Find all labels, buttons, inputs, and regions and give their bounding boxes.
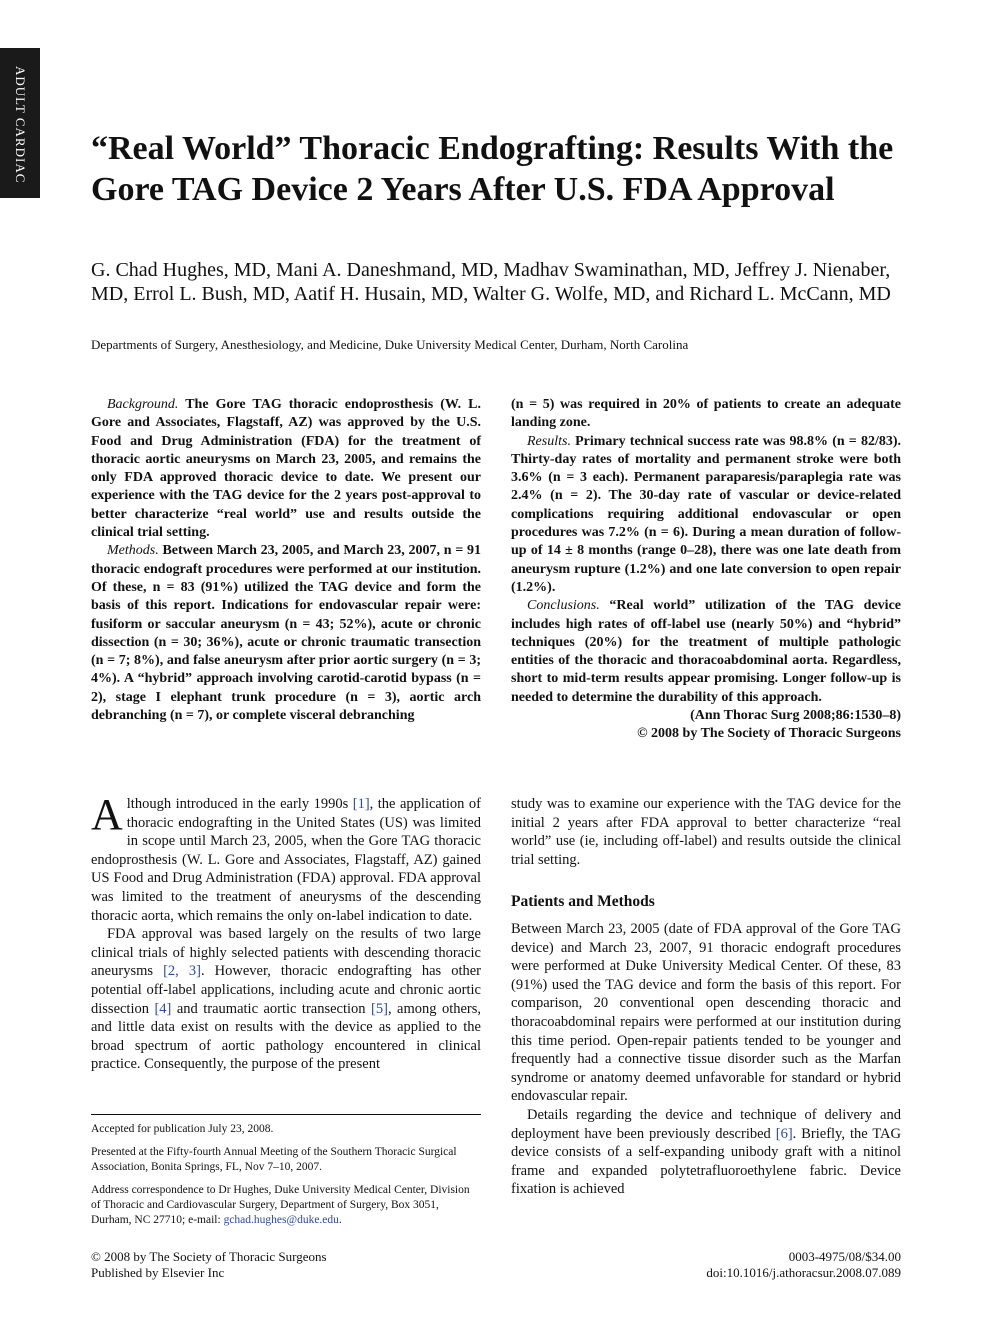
methods-paragraph-2: Details regarding the device and technique of delivery and deployment have been previously described [6]. Briefly, the TAG device consists of a self-expanding unibody graft with a nitinol frame and expanded polytetrafluoroethylene fabric. Device fixation is achieved [511, 1106, 901, 1198]
author-list: G. Chad Hughes, MD, Mani A. Daneshmand, MD, Madhav Swaminathan, MD, Jeffrey J. Nienaber, MD, Errol L. Bush, MD, Aatif H. Husain, MD, Walter G. Wolfe, MD, and Richard L. McCann, MD [91, 259, 891, 305]
reference-link-5[interactable]: [5] [371, 1000, 388, 1017]
footer-doi: doi:10.1016/j.athoracsur.2008.07.089 [706, 1265, 901, 1280]
reference-link-2-3[interactable]: [2, 3] [163, 963, 201, 980]
results-label: Results. [527, 433, 571, 449]
reference-link-4[interactable]: [4] [154, 1000, 172, 1017]
footnote-correspondence: Address correspondence to Dr Hughes, Duke University Medical Center, Division of Thoracic and Cardiovascular Surgery, Department of Surgery, Box 3051, Durham, NC 27710; e-mail: gchad.hughes@duke.edu. [91, 1184, 470, 1226]
conclusions-label: Conclusions. [527, 598, 600, 614]
body-left-column [91, 790, 482, 1074]
footer-left [91, 1249, 327, 1281]
abstract-background: Background. The Gore TAG thoracic endoprosthesis (W. L. Gore and Associates, Flagstaff, AZ) was approved by the U.S. Food and Drug Administration (FDA) for the treatment of thoracic aortic aneurysms on March 23, 2005, and remains the only FDA approved thoracic device to date. We present our experience with the TAG device for the 2 years post-approval to better characterize “real world” use and results outside the clinical trial setting. [91, 397, 481, 541]
abstract-copyright: © 2008 by The Society of Thoracic Surgeons [637, 726, 901, 742]
footnote-accepted: Accepted for publication July 23, 2008. [91, 1123, 274, 1135]
drop-cap: A [91, 790, 123, 839]
abstract-right-column [511, 396, 901, 744]
section-heading-patients-methods: Patients and Methods [511, 893, 655, 911]
section-side-tab [0, 48, 40, 198]
footnote-presented: Presented at the Fifty-fourth Annual Meeting of the Southern Thoracic Surgical Association, Bonita Springs, FL, Nov 7–10, 2007. [91, 1146, 457, 1173]
affiliation: Departments of Surgery, Anesthesiology, and Medicine, Duke University Medical Center, Durham, North Carolina [91, 337, 689, 352]
abstract-methods-continued: (n = 5) was required in 20% of patients to create an adequate landing zone. [511, 397, 901, 431]
abstract-conclusions: Conclusions. “Real world” utilization of the TAG device includes high rates of off-label use (nearly 50%) and “hybrid” techniques (20%) for the treatment of multiple pathologic entities of the thoracic and thoracoabdominal aorta. Regardless, short to mid-term results appear promising. Longer follow-up is needed to determine the durability of this approach. [511, 598, 901, 705]
article-title: “Real World” Thoracic Endografting: Results With the Gore TAG Device 2 Years After U.S. FDA Approval [91, 130, 894, 208]
footer-publisher: Published by Elsevier Inc [91, 1265, 225, 1280]
intro-paragraph-continued: study was to examine our experience with the TAG device for the initial 2 years after FDA approval to better characterize “real world” use (ie, including off-label) and results outside the clinical trial setting. [511, 796, 901, 868]
intro-paragraph-2: FDA approval was based largely on the results of two large clinical trials of highly selected patients with descending thoracic aneurysms [2, 3]. However, thoracic endografting has other potential off-label applications, including acute and chronic aortic dissection [4] and traumatic aortic transection [5], among others, and little data exist on results with the device as applied to the broad spectrum of aortic pathology encountered in clinical practice. Consequently, the purpose of the present [91, 926, 482, 1073]
methods-label: Methods. [107, 543, 159, 559]
background-label: Background. [107, 397, 179, 412]
body-right-column [511, 795, 901, 1199]
footer-right [706, 1249, 901, 1281]
correspondence-email-link[interactable]: gchad.hughes@duke.edu [223, 1214, 339, 1226]
abstract-methods: Methods. Between March 23, 2005, and March 23, 2007, n = 91 thoracic endograft procedures were performed at our institution. Of these, n = 83 (91%) utilized the TAG device and form the basis of this report. Indications for endovascular repair were: fusiform or saccular aneurysm (n = 43; 52%), acute or chronic dissection (n = 30; 36%), acute or chronic traumatic transection (n = 7; 8%), and false aneurysm after prior aortic surgery (n = 3; 4%). A “hybrid” approach involving carotid-carotid bypass (n = 2), stage I elephant trunk procedure (n = 3), aortic arch debranching (n = 7), or complete visceral debranching [91, 543, 481, 724]
intro-paragraph-1: Although introduced in the early 1990s [1], the application of thoracic endografting in the United States (US) was limited in scope until March 23, 2005, when the Gore TAG thoracic endoprosthesis (W. L. Gore and Associates, Flagstaff, AZ) gained US Food and Drug Administration (FDA) approval. FDA approval was limited to the treatment of aneurysms of the descending thoracic aorta, which remains the only on-label indication to date. [91, 790, 482, 924]
reference-link-1[interactable]: [1] [352, 796, 370, 812]
footer-copyright: © 2008 by The Society of Thoracic Surgeons [91, 1249, 327, 1264]
journal-citation: (Ann Thorac Surg 2008;86:1530–8) [690, 708, 901, 724]
footer-issn: 0003-4975/08/$34.00 [788, 1249, 901, 1264]
abstract-left-column [91, 396, 481, 725]
abstract-results: Results. Primary technical success rate was 98.8% (n = 82/83). Thirty-day rates of mortality and permanent stroke were both 3.6% (n = 3 each). Permanent paraparesis/paraplegia rate was 2.4% (n = 2). The 30-day rate of vascular or device-related complications requiring additional endovascular or open procedures was 7.2% (n = 6). During a mean duration of follow-up of 14 ± 8 months (range 0–28), there was one late death from aneurysm rupture (1.2%) and one late conversion to open repair (1.2%). [511, 433, 901, 595]
section-side-tab-label: ADULT CARDIAC [13, 66, 28, 184]
methods-paragraph-1: Between March 23, 2005 (date of FDA approval of the Gore TAG device) and March 23, 2007, 91 thoracic endograft procedures were performed at Duke University Medical Center. Of these, 83 (91%) used the TAG device and form the basis of this report. For comparison, 20 conventional open descending thoracic and thoracoabdominal repairs were performed at our institution during this time period. Open-repair patients tended to be younger and frequently had a connective tissue disorder such as the Marfan syndrome or anatomy deemed unfavorable for standard or hybrid endovascular repair. [511, 920, 901, 1105]
footnotes [91, 1114, 481, 1236]
reference-link-6[interactable]: [6] [775, 1125, 793, 1142]
